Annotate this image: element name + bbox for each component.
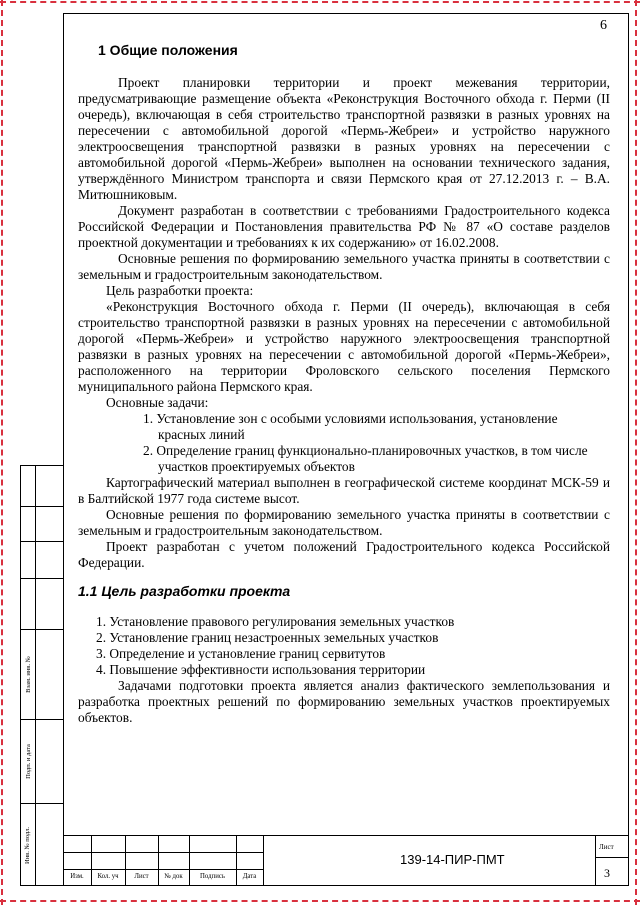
- col-list: Лист: [134, 873, 149, 880]
- stamp-podp-data: Подп. и дата: [24, 743, 32, 779]
- col-izm: Изм.: [70, 873, 84, 880]
- goal-list: [78, 614, 610, 678]
- sheet-number: 3: [604, 866, 610, 880]
- list-item: 4. Повышение эффективности использования территории: [96, 662, 426, 677]
- title-block: [63, 835, 629, 886]
- list-item: 2. Установление границ незастроенных земельных участков: [96, 630, 439, 645]
- col-podpis: Подпись: [200, 873, 225, 880]
- page-number: 6: [600, 18, 607, 33]
- paragraph: Основные решения по формированию земельного участка приняты в соответствии с земельным и градостроительным законодательством.: [78, 251, 610, 282]
- document-body: [78, 42, 610, 726]
- list-item: 1. Установление зон с особыми условиями использования, установление красных линий: [143, 411, 558, 442]
- cut-line-right: [635, 0, 637, 905]
- col-data: Дата: [242, 873, 257, 880]
- list-item: 2. Определение границ функционально-планировочных участков, в том числе участков проектируемых объектов: [143, 443, 588, 474]
- document-code: 139-14-ПИР-ПМТ: [400, 852, 505, 867]
- list-item: 3. Определение и установление границ сервитутов: [96, 646, 386, 661]
- stamp-inv-podl: Инв. № подл.: [24, 826, 32, 864]
- paragraph: Основные задачи:: [106, 395, 209, 410]
- cut-line-bottom: [0, 900, 640, 902]
- paragraph: «Реконструкция Восточного обхода г. Перми (II очередь), включающая в себя строительство транспортной развязки в разных уровнях на пересечении с автомобильной дорогой «Пермь-Жебреи» и устройство наружного электроосвещения транспортной развязки в разных уровнях на пересечении с автомобильной дорогой «Пермь-Жебреи», расположенного на территории Фроловского сельского поселения Пермского муниципального района Пермского края.: [78, 299, 610, 394]
- paragraph: Картографический материал выполнен в географической системе координат МСК-59 и в Балтийской 1977 года системе высот.: [78, 475, 610, 506]
- col-n-dok: № док: [164, 873, 183, 880]
- paragraph: Проект планировки территории и проект межевания территории, предусматривающие размещение объекта «Реконструкция Восточного обхода г. Перми (II очередь), включающая в себя строительство транспортной развязки в разных уровнях на пересечении с автомобильной дорогой «Пермь-Жебреи» и устройство наружного электроосвещения транспортной развязки в разных уровнях на пересечении с автомобильной дорогой «Пермь-Жебреи» выполнен на основании технического задания, утверждённого Министром транспорта и связи Пермского края от 27.12.2013 г. – В.А. Митюшниковым.: [78, 75, 610, 202]
- cut-line-top: [0, 1, 640, 3]
- subsection-title: 1.1 Цель разработки проекта: [78, 583, 291, 599]
- side-stamp: [20, 465, 63, 886]
- col-kol-uch: Кол. уч: [97, 873, 119, 880]
- paragraph: Задачами подготовки проекта является анализ фактического землепользования и разработка проектных решений по формированию земельных участков проектируемых объектов.: [78, 678, 610, 725]
- paragraph: Проект разработан с учетом положений Градостроительного кодекса Российской Федерации.: [78, 539, 610, 570]
- sheet-caption: Лист: [599, 843, 614, 851]
- list-item: 1. Установление правового регулирования земельных участков: [96, 614, 455, 629]
- stamp-vzam-inv: Взам. инв. №: [24, 655, 32, 693]
- cut-line-left: [1, 0, 3, 905]
- paragraph: Документ разработан в соответствии с требованиями Градостроительного кодекса Российской Федерации и Постановления правительства РФ № 87 «О составе разделов проектной документации и требованиях к их содержанию» от 16.02.2008.: [78, 203, 610, 250]
- paragraph: Цель разработки проекта:: [106, 283, 254, 298]
- paragraph: Основные решения по формированию земельного участка приняты в соответствии с земельным и градостроительным законодательством.: [78, 507, 610, 538]
- section-title: 1 Общие положения: [98, 42, 238, 58]
- task-list: [78, 411, 610, 475]
